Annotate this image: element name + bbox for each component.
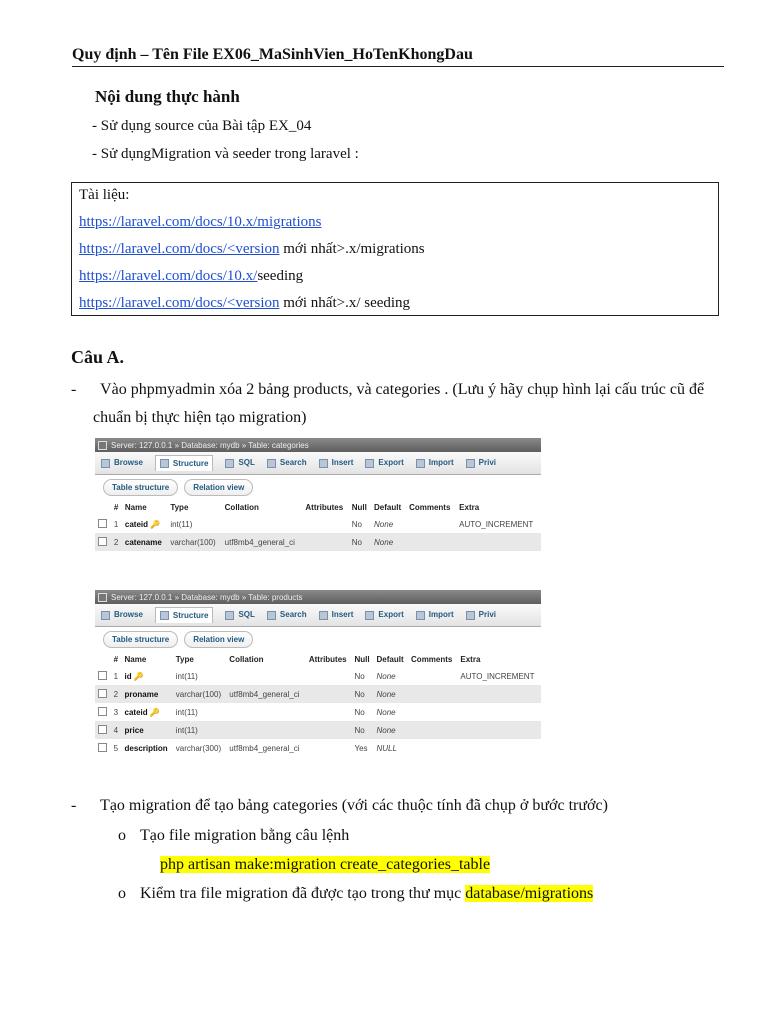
bullet-2: - Sử dụngMigration và seeder trong laravel : xyxy=(92,146,359,162)
row-checkbox[interactable] xyxy=(98,707,107,716)
tab-export[interactable]: Export xyxy=(365,458,403,467)
tab-structure[interactable]: Structure xyxy=(155,455,214,471)
subtab-relation-view[interactable]: Relation view xyxy=(184,479,253,496)
command-highlight: php artisan make:migration create_categories_table xyxy=(160,856,491,873)
para2: - Tạo migration để tạo bảng categories (với các thuộc tính đã chụp ở bước trước) xyxy=(71,797,608,814)
sub1-text: Tạo file migration bằng câu lệnh xyxy=(140,827,350,844)
tab-search[interactable]: Search xyxy=(267,610,307,619)
tab-privileges[interactable]: Privi xyxy=(466,610,496,619)
para1-line2: chuẩn bị thực hiện tạo migration) xyxy=(93,409,307,426)
search-icon xyxy=(267,611,276,620)
table-row: 4 price int(11) No None xyxy=(95,721,541,739)
table-row: 3 cateid 🔑 int(11) No None xyxy=(95,703,541,721)
link-seeding-latest[interactable]: https://laravel.com/docs/<version xyxy=(79,295,280,311)
link-suffix: mới nhất>.x/migrations xyxy=(279,241,425,257)
table-row: 1 id 🔑 int(11) No None AUTO_INCREMENT xyxy=(95,667,541,685)
link-suffix: mới nhất>.x/ seeding xyxy=(279,295,411,311)
tab-insert[interactable]: Insert xyxy=(319,610,354,619)
para1-line1: - Vào phpmyadmin xóa 2 bảng products, và categories . (Lưu ý hãy chụp hình lại cấu trúc cũ để xyxy=(71,381,705,398)
table-row: 5 description varchar(300) utf8mb4_general_ci Yes NULL xyxy=(95,739,541,757)
tab-import[interactable]: Import xyxy=(416,610,454,619)
tab-sql[interactable]: SQL xyxy=(225,610,254,619)
table-row: 1 cateid 🔑 int(11) No None AUTO_INCREMENT xyxy=(95,515,541,533)
tab-structure[interactable]: Structure xyxy=(155,607,214,623)
sub2-bullet: o xyxy=(118,885,126,902)
row-checkbox[interactable] xyxy=(98,519,107,528)
link-migrations-10[interactable]: https://laravel.com/docs/10.x/migrations xyxy=(79,214,322,230)
sub1-bullet: o xyxy=(118,827,126,844)
tab-export[interactable]: Export xyxy=(365,610,403,619)
browse-icon xyxy=(101,459,110,468)
insert-icon xyxy=(319,459,328,468)
table-row: 2 catename varchar(100) utf8mb4_general_ci No None xyxy=(95,533,541,551)
reference-box xyxy=(71,182,719,316)
import-icon xyxy=(416,611,425,620)
link-seeding-10[interactable]: https://laravel.com/docs/10.x/ xyxy=(79,268,258,284)
export-icon xyxy=(365,459,374,468)
structure-icon xyxy=(160,611,169,620)
row-checkbox[interactable] xyxy=(98,743,107,752)
tab-import[interactable]: Import xyxy=(416,458,454,467)
tab-browse[interactable]: Browse xyxy=(101,610,143,619)
path-highlight: database/migrations xyxy=(465,885,594,902)
primary-key-icon: 🔑 xyxy=(133,671,144,681)
import-icon xyxy=(416,459,425,468)
tab-sql[interactable]: SQL xyxy=(225,458,254,467)
table-row: 2 proname varchar(100) utf8mb4_general_ci No None xyxy=(95,685,541,703)
collapse-icon xyxy=(98,593,107,602)
question-title: Câu A. xyxy=(71,347,125,367)
page-header: Quy định – Tên File EX06_MaSinhVien_HoTenKhongDau xyxy=(72,46,724,67)
insert-icon xyxy=(319,611,328,620)
search-icon xyxy=(267,459,276,468)
sql-icon xyxy=(225,459,234,468)
subtab-table-structure[interactable]: Table structure xyxy=(103,479,178,496)
subtab-relation-view[interactable]: Relation view xyxy=(184,631,253,648)
link-migrations-latest[interactable]: https://laravel.com/docs/<version xyxy=(79,241,280,257)
sub2-text: Kiểm tra file migration đã được tạo trong thư mục xyxy=(140,885,466,902)
tab-browse[interactable]: Browse xyxy=(101,458,143,467)
collapse-icon xyxy=(98,441,107,450)
privileges-icon xyxy=(466,611,475,620)
primary-key-icon: 🔑 xyxy=(150,519,161,529)
index-key-icon: 🔑 xyxy=(149,707,160,717)
row-checkbox[interactable] xyxy=(98,725,107,734)
breadcrumb: Server: 127.0.0.1 » Database: mydb » Table: categories xyxy=(111,440,309,450)
tab-privileges[interactable]: Privi xyxy=(466,458,496,467)
link-suffix: seeding xyxy=(257,268,304,284)
row-checkbox[interactable] xyxy=(98,537,107,546)
subtab-table-structure[interactable]: Table structure xyxy=(103,631,178,648)
browse-icon xyxy=(101,611,110,620)
sql-icon xyxy=(225,611,234,620)
section-title: Nội dung thực hành xyxy=(95,87,240,106)
privileges-icon xyxy=(466,459,475,468)
structure-table: # Name Type Collation Attributes Null Default Comments Extra 1 cateid 🔑 int(11) No None AUTO_INCREMENT 2 catename varchar(100) utf8mb4_general_ci No None xyxy=(95,499,541,551)
tab-search[interactable]: Search xyxy=(267,458,307,467)
structure-icon xyxy=(160,459,169,468)
tab-insert[interactable]: Insert xyxy=(319,458,354,467)
pma-products-screenshot xyxy=(95,590,541,757)
pma-tabs xyxy=(95,452,541,475)
row-checkbox[interactable] xyxy=(98,689,107,698)
breadcrumb: Server: 127.0.0.1 » Database: mydb » Table: products xyxy=(111,592,303,602)
pma-tabs xyxy=(95,604,541,627)
export-icon xyxy=(365,611,374,620)
row-checkbox[interactable] xyxy=(98,671,107,680)
structure-table: # Name Type Collation Attributes Null Default Comments Extra 1 id 🔑 int(11) No None AUTO_INCREMENT 2 proname varchar(100) utf8mb4_general_ci No None 3 cateid 🔑 int(11) No None 4 price int(11) No None 5 description varchar(300) utf8mb4_general_ci Yes NULL xyxy=(95,651,541,757)
bullet-1: - Sử dụng source của Bài tập EX_04 xyxy=(92,118,312,134)
pma-categories-screenshot xyxy=(95,438,541,551)
reference-title: Tài liệu: xyxy=(79,187,130,203)
